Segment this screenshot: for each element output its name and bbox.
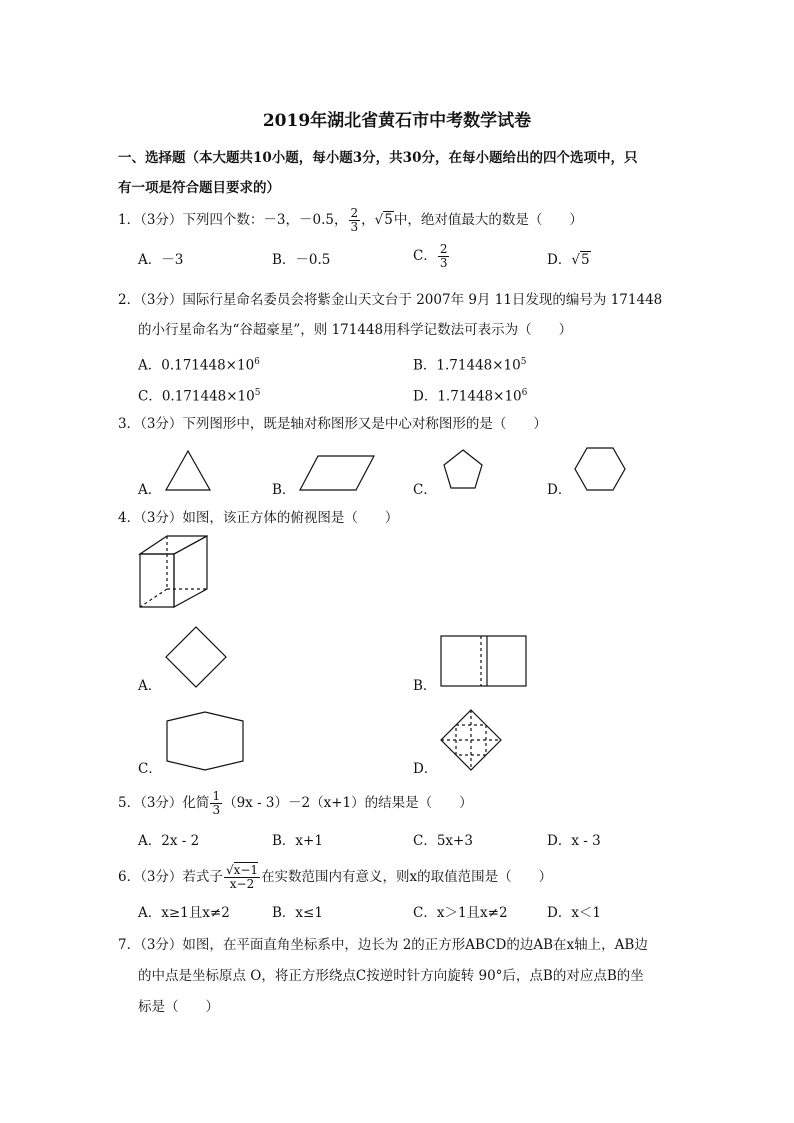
page-title: 2019年湖北省黄石市中考数学试卷 — [262, 111, 532, 131]
q4-rectangle-figure — [441, 636, 526, 686]
q6-option-c[interactable]: C．x＞1且x≠2 — [413, 905, 508, 921]
fraction-sqrt-expression: $\frac{√x-1}{x-2}$ — [225, 863, 259, 891]
q5-option-b[interactable]: B．x+1 — [272, 833, 323, 849]
q3-option-a[interactable]: A． — [138, 482, 162, 498]
fraction-one-third: $\frac{1}{3}$ — [212, 789, 221, 817]
q1-option-c[interactable]: C． $\frac{2}{3}$ — [413, 242, 448, 270]
q1-option-d[interactable]: D．√5 — [547, 252, 590, 268]
q1-option-a[interactable]: A．－3 — [138, 252, 184, 268]
q4-hexagon-figure — [167, 712, 243, 770]
q6-option-b[interactable]: B．x≤1 — [272, 905, 323, 921]
q4-diamond-dashed-figure — [441, 710, 501, 770]
q2-option-a[interactable]: A．$0.171448\times 10^6$ — [138, 357, 260, 374]
fraction-two-thirds: $\frac{2}{3}$ — [350, 206, 359, 234]
question-5-stem: 5．（3分）化简 $\frac{1}{3}$ （9x - 3）－2（x+1）的结果是（ ） — [118, 789, 473, 817]
sqrt-five-option: √5 — [571, 252, 590, 268]
q2-option-c[interactable]: C．$0.171448\times 10^5$ — [138, 388, 261, 405]
fraction-two-thirds-option: $\frac{2}{3}$ — [439, 242, 448, 270]
q4-option-a[interactable]: A． — [138, 678, 162, 694]
question-1-score: （3分） — [140, 212, 183, 228]
q1-option-b[interactable]: B．－0.5 — [272, 252, 331, 268]
cube-figure — [140, 536, 207, 607]
question-6-stem: 6．（3分）若式子 $\frac{√x-1}{x-2}$ 在实数范围内有意义，则x的取值范围是（ ） — [118, 863, 553, 891]
section-heading-line1: 一、选择题（本大题共10小题，每小题3分，共30分，在每小题给出的四个选项中，只 — [118, 150, 638, 166]
q5-option-a[interactable]: A．2x - 2 — [138, 833, 200, 849]
q3-option-b[interactable]: B． — [272, 482, 296, 498]
question-7-line1: 7．（3分）如图，在平面直角坐标系中，边长为 2的正方形ABCD的边AB在x轴上，AB边 — [118, 937, 648, 953]
q6-option-a[interactable]: A．x≥1且x≠2 — [138, 905, 230, 921]
q5-option-d[interactable]: D．x - 3 — [547, 833, 601, 849]
question-3-stem: 3．（3分）下列图形中，既是轴对称图形又是中心对称图形的是（ ） — [118, 416, 547, 432]
question-1-comma: ， — [361, 212, 375, 228]
question-1-number: 1． — [118, 212, 141, 228]
question-4-stem: 4．（3分）如图，该正方体的俯视图是（ ） — [118, 510, 399, 526]
q5-option-c[interactable]: C．5x+3 — [413, 833, 473, 849]
q4-option-b[interactable]: B． — [413, 678, 437, 694]
question-1-text-a: 下列四个数：－3，－0.5， — [182, 212, 348, 228]
question-7-line2: 的中点是坐标原点 O，将正方形绕点C按逆时针方向旋转 90°后，点B的对应点B的坐 — [138, 968, 644, 984]
q4-option-c[interactable]: C． — [138, 761, 162, 777]
sqrt-five: √5 — [374, 212, 393, 228]
question-2-line2: 的小行星命名为“谷超豪星”，则 171448用科学记数法可表示为（ ） — [138, 322, 573, 338]
q6-option-d[interactable]: D．x＜1 — [547, 905, 602, 921]
q3-option-c[interactable]: C． — [413, 482, 437, 498]
q4-diamond-figure — [166, 627, 226, 687]
question-7-line3: 标是（ ） — [138, 999, 219, 1015]
question-2-line1: 2．（3分）国际行星命名委员会将紫金山天文台于 2007年 9月 11日发现的编号为 171448 — [118, 292, 663, 308]
section-heading-line2: 有一项是符合题目要求的） — [118, 180, 280, 196]
q3-option-d[interactable]: D． — [547, 482, 572, 498]
question-1-text-b: 中，绝对值最大的数是（ ） — [393, 212, 583, 228]
q4-option-d[interactable]: D． — [413, 761, 438, 777]
q2-option-b[interactable]: B．$1.71448\times 10^5$ — [413, 357, 527, 374]
q2-option-d[interactable]: D．$1.71448\times 10^6$ — [413, 388, 528, 405]
